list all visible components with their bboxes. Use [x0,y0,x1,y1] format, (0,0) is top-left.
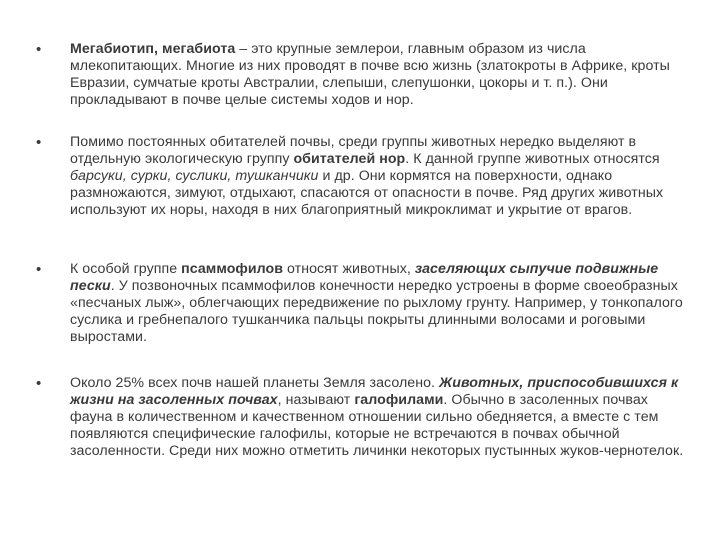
bullet-marker: • [36,261,42,278]
text-segment: заселяющих сыпучие подвижные пески [70,261,659,294]
text-segment: барсуки, сурки, суслики, тушканчики [70,168,319,184]
bullet-text [70,41,692,109]
bullet-text [70,261,692,346]
bullet-marker: • [36,41,42,58]
text-segment: Около 25% всех почв нашей планеты Земля засолено. [70,375,440,391]
text-segment: и др. Они кормятся на поверхности, однако размножаются, зимуют, отдыхают, спасаются от опасности в почве. Ряд других животных используют их норы, находя в них благоприятный микроклимат и укрытие от врагов. [70,168,664,218]
text-segment: Животных, приспособившихся к жизни на засоленных почвах [70,375,679,408]
text-segment: галофилами [354,392,444,408]
text-segment: . Обычно в засоленных почвах фауна в количественном и качественном отношении сильно обедняется, а вместе с тем появляются специфические галофилы, которые не встречаются в почвах обычной засоленности. Среди них можно отметить личинки некоторых пустынных жуков-чернотелок. [70,392,684,459]
bullet-marker: • [36,375,42,392]
text-segment: . У позвоночных псаммофилов конечности нередко устроены в форме своеобразных «песчаных лыж», облегчающих передвижение по рыхлому грунту. Например, у тонкопалого суслика и гребнепалого тушканчика пальцы покрыты длинными волосами и роговыми выростами. [70,278,683,345]
text-segment: . К данной группе животных относятся [405,151,660,167]
bullet-marker: • [36,134,42,151]
bullet-text [70,134,692,219]
bullet-text [70,375,692,460]
text-segment: К особой группе [70,261,182,277]
text-segment: – это крупные землерои, главным образом из числа млекопитающих. Многие из них проводят в почве всю жизнь (златокроты в Африке, кроты Евразии, сумчатые кроты Австралии, слепыши, слепушонки, цокоры и т. п.). Они прокладывают в почве целые системы ходов и нор. [70,41,670,108]
text-segment: обитателей нор [293,151,406,167]
text-segment: , называют [277,392,355,408]
text-segment: Мегабиотип, мегабиота [70,41,236,57]
text-segment: относят животных, [283,261,415,277]
text-segment: псаммофилов [181,261,284,277]
text-segment: Помимо постоянных обитателей почвы, среди группы животных нередко выделяют в отдельную экологическую группу [70,134,637,167]
